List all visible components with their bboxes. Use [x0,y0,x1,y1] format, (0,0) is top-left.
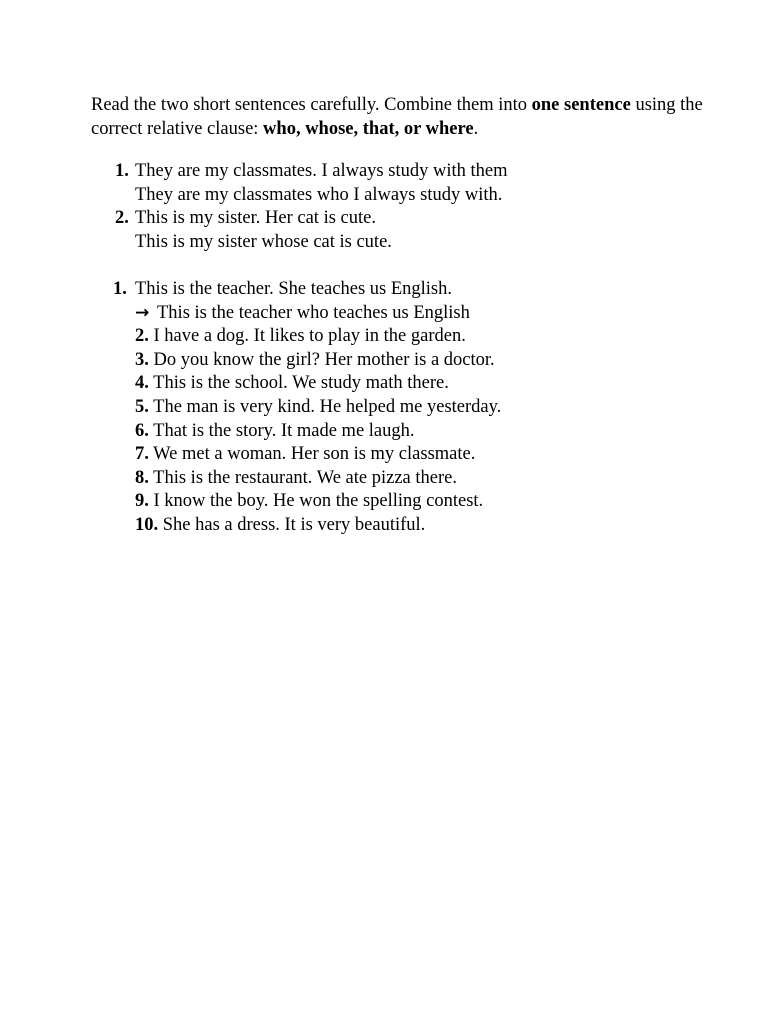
exercise-item-2 [91,325,711,349]
exercise-item-3 [91,349,711,373]
exercises-list [91,278,711,538]
exercise-text: This is the school. We study math there. [153,373,449,394]
exercise-item-7 [91,443,711,467]
exercise-answer-line [91,302,711,326]
exercise-number: 10. [135,514,159,535]
example-question: This is my sister. Her cat is cute. [135,208,376,228]
right-arrow-icon: → [135,302,150,323]
example-answer: This is my sister whose cat is cute. [135,231,392,252]
example-answer: They are my classmates who I always study with. [135,184,503,205]
exercise-number: 2. [135,326,149,347]
exercise-answer: This is the teacher who teaches us English [157,302,470,323]
exercise-number: 4. [135,373,149,394]
exercise-number: 8. [135,467,149,488]
instructions-bold-clauses: who, whose, that, or where [263,119,474,139]
exercise-text: That is the story. It made me laugh. [153,420,415,441]
example-number: 2. [115,208,129,228]
instructions-text-1: Read the two short sentences carefully. Combine them into [91,95,532,115]
exercise-text: The man is very kind. He helped me yesterday. [153,396,502,417]
exercise-text: I know the boy. He won the spelling contest. [153,491,484,512]
instructions-bold-one-sentence: one sentence [531,95,631,115]
instructions-text-3: . [473,119,479,139]
exercise-number: 3. [135,349,149,370]
exercise-text: I have a dog. It likes to play in the garden. [153,326,466,347]
example-number: 1. [115,161,129,181]
exercise-number: 1. [113,279,127,299]
example-item-2 [91,207,711,254]
exercise-item-9 [91,490,711,514]
exercise-item-10 [91,514,711,538]
exercise-item-6 [91,420,711,444]
exercise-item-4 [91,372,711,396]
example-question: They are my classmates. I always study with them [135,161,508,181]
instructions-paragraph [91,93,711,141]
exercise-text: This is the teacher. She teaches us English. [135,279,452,299]
example-item-1 [91,160,711,207]
document-page [91,93,711,538]
exercise-item-1 [91,278,711,302]
exercise-number: 9. [135,491,149,512]
exercise-text: Do you know the girl? Her mother is a doctor. [153,349,495,370]
exercise-number: 5. [135,396,149,417]
exercise-item-8 [91,467,711,491]
exercise-text: We met a woman. Her son is my classmate. [153,444,476,465]
instructions-text-2: using the correct relative clause: [91,95,703,139]
exercise-item-5 [91,396,711,420]
exercise-number: 7. [135,444,149,465]
examples-list [91,160,711,254]
exercise-text: She has a dress. It is very beautiful. [162,514,426,535]
exercise-number: 6. [135,420,149,441]
exercise-text: This is the restaurant. We ate pizza there. [153,467,457,488]
